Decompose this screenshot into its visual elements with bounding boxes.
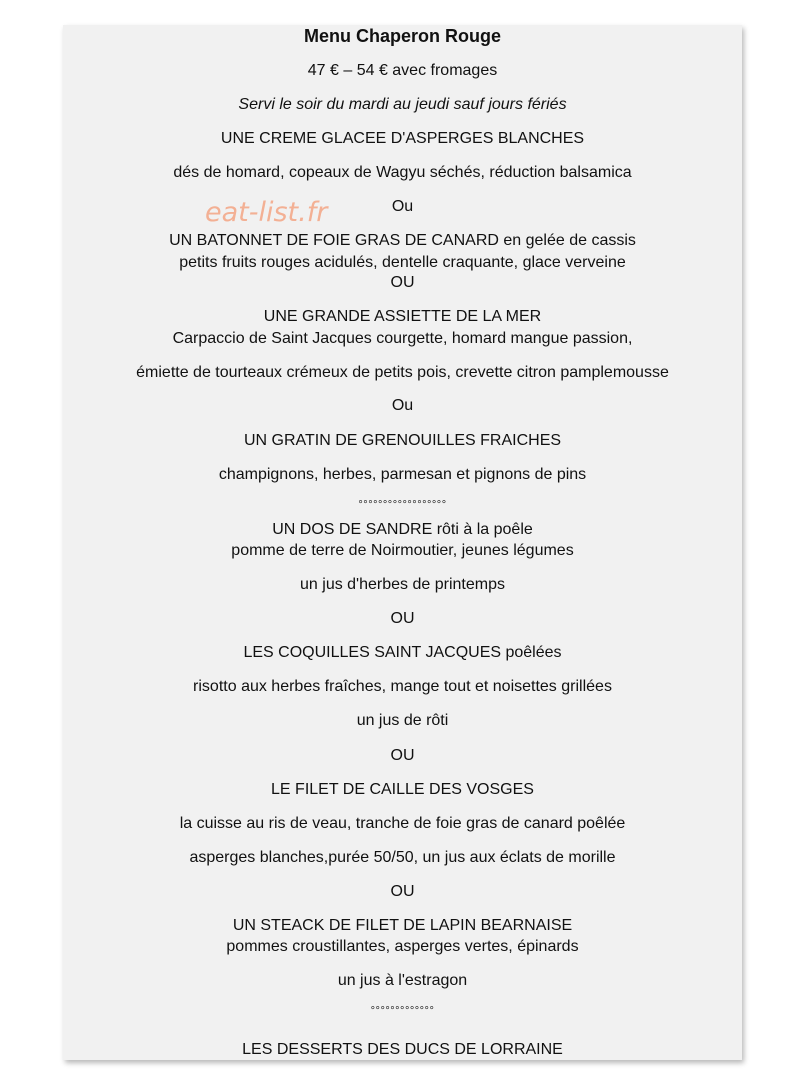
menu-line: LES COQUILLES SAINT JACQUES poêlées — [243, 644, 562, 661]
menu-line: risotto aux herbes fraîches, mange tout et noisettes grillées — [193, 678, 612, 695]
menu-line: dés de homard, copeaux de Wagyu séchés, réduction balsamica — [173, 164, 632, 181]
menu-line: LES DESSERTS DES DUCS DE LORRAINE — [242, 1041, 563, 1058]
menu-separator-or: Ou — [391, 198, 414, 215]
menu-line: UN BATONNET DE FOIE GRAS DE CANARD en gelée de cassis — [169, 232, 636, 249]
menu-separator-or: OU — [390, 883, 415, 900]
menu-title: Menu Chaperon Rouge — [304, 26, 501, 46]
watermark-logo: eat-list.fr — [205, 197, 328, 228]
menu-line: un jus de rôti — [356, 712, 449, 729]
menu-line: UNE CREME GLACEE D'ASPERGES BLANCHES — [220, 130, 585, 147]
menu-line: Carpaccio de Saint Jacques courgette, homard mangue passion, — [172, 330, 633, 347]
menu-line: asperges blanches,purée 50/50, un jus aux éclats de morille — [189, 849, 616, 866]
menu-line: UN DOS DE SANDRE rôti à la poêle — [272, 521, 533, 538]
menu-divider-dots: °°°°°°°°°°°°° — [370, 1005, 435, 1017]
menu-divider-dots: °°°°°°°°°°°°°°°°°° — [358, 499, 447, 511]
menu-line: pomme de terre de Noirmoutier, jeunes légumes — [231, 542, 574, 559]
menu-line: UN STEACK DE FILET DE LAPIN BEARNAISE — [232, 917, 573, 934]
menu-line: champignons, herbes, parmesan et pignons de pins — [218, 466, 587, 483]
menu-sheet — [63, 25, 742, 1060]
menu-line: un jus d'herbes de printemps — [300, 576, 505, 593]
menu-line: émiette de tourteaux crémeux de petits pois, crevette citron pamplemousse — [136, 364, 669, 381]
menu-line: la cuisse au ris de veau, tranche de foie gras de canard poêlée — [179, 815, 626, 832]
menu-line: UNE GRANDE ASSIETTE DE LA MER — [263, 308, 542, 325]
menu-separator-or: OU — [390, 747, 415, 764]
menu-line: LE FILET DE CAILLE DES VOSGES — [271, 781, 534, 798]
menu-price: 47 € – 54 € avec fromages — [307, 62, 498, 79]
menu-separator-or: Ou — [391, 397, 414, 414]
menu-line: un jus à l'estragon — [337, 972, 468, 989]
menu-separator-or: OU — [390, 274, 415, 291]
menu-line: UN GRATIN DE GRENOUILLES FRAICHES — [243, 432, 562, 449]
menu-separator-or: OU — [390, 610, 415, 627]
menu-service-note: Servi le soir du mardi au jeudi sauf jours fériés — [238, 96, 567, 113]
menu-line: petits fruits rouges acidulés, dentelle craquante, glace verveine — [179, 254, 626, 271]
menu-line: pommes croustillantes, asperges vertes, épinards — [226, 938, 579, 955]
